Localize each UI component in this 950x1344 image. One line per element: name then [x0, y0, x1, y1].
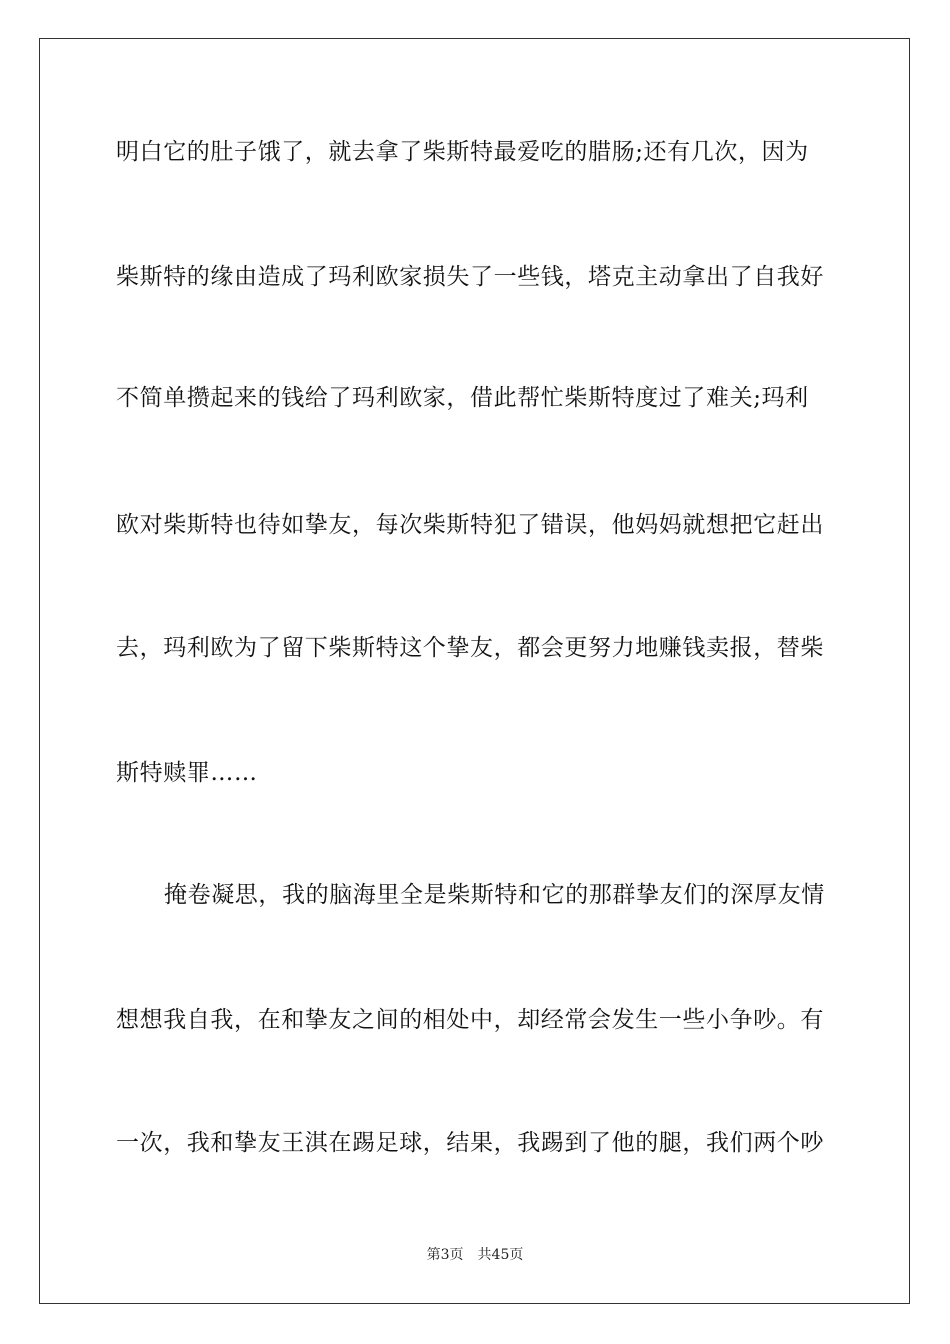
page-frame: [39, 38, 910, 1304]
text-line-3: 不简单攒起来的钱给了玛利欧家，借此帮忙柴斯特度过了难关;玛利: [116, 385, 809, 411]
text-line-5: 去，玛利欧为了留下柴斯特这个挚友，都会更努力地赚钱卖报，替柴: [116, 635, 824, 661]
text-line-8: 想想我自我，在和挚友之间的相处中，却经常会发生一些小争吵。有: [116, 1007, 824, 1033]
text-line-2: 柴斯特的缘由造成了玛利欧家损失了一些钱，塔克主动拿出了自我好: [116, 264, 824, 290]
text-line-4: 欧对柴斯特也待如挚友，每次柴斯特犯了错误，他妈妈就想把它赶出: [116, 512, 824, 538]
text-line-7-paragraph-start: 掩卷凝思，我的脑海里全是柴斯特和它的那群挚友们的深厚友情: [164, 882, 825, 908]
page-number: 第3页: [426, 1247, 464, 1263]
text-line-6: 斯特赎罪……: [116, 760, 258, 786]
text-line-9: 一次，我和挚友王淇在踢足球，结果，我踢到了他的腿，我们两个吵: [116, 1130, 824, 1156]
page-total: 共45页: [477, 1247, 524, 1263]
text-line-1: 明白它的肚子饿了，就去拿了柴斯特最爱吃的腊肠;还有几次，因为: [116, 139, 809, 165]
page-footer: [0, 1244, 950, 1264]
